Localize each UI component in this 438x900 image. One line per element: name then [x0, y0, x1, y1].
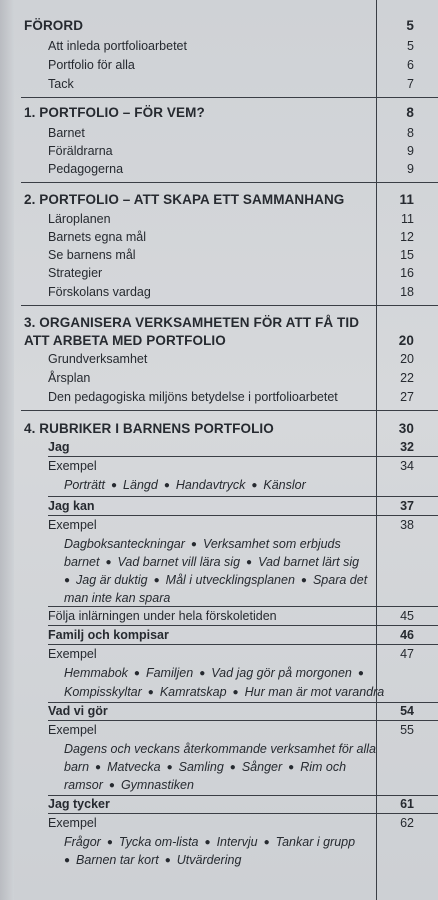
- toc-heading-chapter-3-line-1: [0, 314, 438, 332]
- page-number: 9: [407, 144, 414, 158]
- bullet-icon: ●: [64, 575, 71, 586]
- page-number: 47: [400, 647, 414, 661]
- bullet-icon: ●: [232, 687, 239, 698]
- bullet-icon: ●: [95, 762, 102, 773]
- page-number: 54: [400, 704, 414, 718]
- toc-exempel: [0, 721, 438, 739]
- example-item: man inte kan spara: [64, 591, 171, 605]
- page-number: 20: [398, 333, 414, 348]
- page-number: 15: [400, 248, 414, 262]
- example-list: [64, 833, 355, 852]
- toc-entry-folja: [0, 607, 438, 625]
- toc-entry: [0, 160, 438, 178]
- example-item: Barnen tar kort: [76, 853, 159, 867]
- bullet-icon: ●: [288, 762, 295, 773]
- bullet-icon: ●: [229, 762, 236, 773]
- page-number: 27: [400, 390, 414, 404]
- example-line: [0, 664, 438, 682]
- bullet-icon: ●: [147, 687, 154, 698]
- toc-subheading-vad-vi-gor: [0, 702, 438, 720]
- entry-label: Följa inlärningen under hela förskoletiden: [48, 609, 277, 623]
- page-number: 7: [407, 77, 414, 91]
- example-item: Känslor: [263, 478, 306, 492]
- bullet-icon: ●: [111, 480, 118, 491]
- page-number: 34: [400, 459, 414, 473]
- example-list: [64, 683, 384, 702]
- example-line: [0, 535, 438, 553]
- bullet-icon: ●: [357, 668, 364, 679]
- example-item: Intervju: [216, 835, 258, 849]
- subheading-label: Jag tycker: [48, 797, 110, 811]
- entry-label: Föräldrarna: [48, 144, 113, 158]
- example-item: ramsor: [64, 778, 103, 792]
- example-list: [64, 571, 367, 590]
- page-number: 5: [406, 18, 414, 33]
- entry-label: Att inleda portfolioarbetet: [48, 39, 187, 53]
- toc-exempel: [0, 457, 438, 475]
- toc-entry: [0, 246, 438, 264]
- toc-subheading-familj: [0, 626, 438, 644]
- example-item: Gymnastiken: [120, 778, 194, 792]
- entry-label: Förskolans vardag: [48, 285, 151, 299]
- example-item: Vad jag gör på morgonen: [211, 666, 352, 680]
- toc-entry: [0, 142, 438, 160]
- entry-label: Pedagogerna: [48, 162, 124, 176]
- example-item: Spara det: [312, 573, 368, 587]
- entry-label: Se barnens mål: [48, 248, 136, 262]
- page-number: 38: [400, 518, 414, 532]
- bullet-icon: ●: [105, 557, 112, 568]
- heading-title: 1. PORTFOLIO – FÖR VEM?: [24, 105, 205, 120]
- toc-entry: [0, 228, 438, 246]
- toc-exempel: [0, 814, 438, 832]
- page-number: 32: [400, 440, 414, 454]
- example-item: Dagens och veckans återkommande verksamhet för alla: [64, 742, 376, 756]
- toc-entry: [0, 283, 438, 301]
- example-list: [64, 776, 194, 795]
- page-number: 9: [407, 162, 414, 176]
- example-item: Jag är duktig: [76, 573, 148, 587]
- heading-title: 3. ORGANISERA VERKSAMHETEN FÖR ATT FÅ TID: [24, 315, 360, 330]
- entry-label: Grundverksamhet: [48, 352, 148, 366]
- example-item: Frågor: [64, 835, 101, 849]
- example-item: Vad barnet lärt sig: [258, 555, 360, 569]
- example-list: [64, 758, 346, 777]
- example-line: [0, 851, 438, 869]
- toc-subheading-jag-tycker: [0, 795, 438, 813]
- example-line: [0, 571, 438, 589]
- example-item: Rim och: [300, 760, 347, 774]
- page-number: 11: [401, 212, 414, 226]
- bullet-icon: ●: [204, 837, 211, 848]
- example-line: [0, 833, 438, 851]
- section-divider: [21, 97, 438, 98]
- heading-title: 4. RUBRIKER I BARNENS PORTFOLIO: [24, 421, 274, 436]
- page-number: 30: [398, 421, 414, 436]
- example-item: Vad barnet vill lära sig: [117, 555, 241, 569]
- entry-label: Läroplanen: [48, 212, 111, 226]
- example-item: Familjen: [145, 666, 194, 680]
- bullet-icon: ●: [163, 480, 170, 491]
- toc-entry: [0, 75, 438, 93]
- example-item: Mål i utvecklingsplanen: [165, 573, 295, 587]
- example-item: Porträtt: [64, 478, 105, 492]
- toc-entry: [0, 124, 438, 142]
- example-line: [0, 589, 438, 607]
- page-number: 11: [399, 192, 414, 207]
- page-number: 55: [400, 723, 414, 737]
- example-line: [0, 553, 438, 571]
- exempel-label: Exempel: [48, 459, 97, 473]
- section-divider: [21, 410, 438, 411]
- bullet-icon: ●: [106, 837, 113, 848]
- section-divider: [21, 182, 438, 183]
- toc-subheading-jag-kan: [0, 497, 438, 515]
- example-item: Längd: [123, 478, 158, 492]
- example-line: [0, 683, 438, 701]
- bullet-icon: ●: [153, 575, 160, 586]
- example-item: Matvecka: [107, 760, 161, 774]
- toc-entry: [0, 37, 438, 55]
- toc-entry: [0, 388, 438, 406]
- toc-subheading-jag: [0, 438, 438, 456]
- page-number: 22: [400, 371, 414, 385]
- page-number: 16: [400, 266, 414, 280]
- example-item: Utvärdering: [176, 853, 242, 867]
- example-item: Dagboksanteckningar: [64, 537, 185, 551]
- example-item: Handavtryck: [175, 478, 246, 492]
- example-item: Kamratskap: [159, 685, 227, 699]
- example-list: [64, 553, 359, 572]
- toc-heading-chapter-3-line-2: [0, 332, 438, 350]
- exempel-label: Exempel: [48, 647, 97, 661]
- toc-heading-chapter-4: [0, 420, 438, 438]
- example-line: [0, 476, 438, 494]
- page-number: 5: [407, 39, 414, 53]
- subheading-label: Familj och kompisar: [48, 628, 169, 642]
- page-number: 62: [400, 816, 414, 830]
- toc-entry: [0, 56, 438, 74]
- entry-label: Strategier: [48, 266, 103, 280]
- example-item: barnet: [64, 555, 100, 569]
- page-number: 8: [406, 105, 414, 120]
- bullet-icon: ●: [133, 668, 140, 679]
- toc-entry: [0, 264, 438, 282]
- page-number: 8: [407, 126, 414, 140]
- exempel-label: Exempel: [48, 518, 97, 532]
- example-list: [64, 476, 306, 495]
- subheading-label: Jag: [48, 440, 70, 454]
- page-number: 20: [400, 352, 414, 366]
- bullet-icon: ●: [166, 762, 173, 773]
- example-item: Samling: [178, 760, 224, 774]
- page-number: 6: [407, 58, 414, 72]
- entry-label: Barnet: [48, 126, 85, 140]
- subheading-label: Jag kan: [48, 499, 95, 513]
- page-number: 46: [400, 628, 414, 642]
- bullet-icon: ●: [164, 855, 171, 866]
- example-item: Hemmabok: [64, 666, 128, 680]
- heading-title: ATT ARBETA MED PORTFOLIO: [24, 333, 226, 348]
- example-item: Tycka om-lista: [118, 835, 199, 849]
- toc-exempel: [0, 645, 438, 663]
- example-list: [64, 851, 241, 870]
- toc-entry: [0, 210, 438, 228]
- example-item: Kompisskyltar: [64, 685, 142, 699]
- section-divider: [21, 305, 438, 306]
- bullet-icon: ●: [199, 668, 206, 679]
- toc-heading-chapter-1: [0, 104, 438, 122]
- toc-heading-chapter-2: [0, 191, 438, 209]
- bullet-icon: ●: [251, 480, 258, 491]
- example-item: Sånger: [241, 760, 283, 774]
- page-number: 45: [400, 609, 414, 623]
- toc-exempel: [0, 516, 438, 534]
- bullet-icon: ●: [263, 837, 270, 848]
- example-line: [0, 776, 438, 794]
- page-number: 61: [400, 797, 414, 811]
- example-list: [64, 535, 341, 554]
- page-number: 18: [400, 285, 414, 299]
- bullet-icon: ●: [300, 575, 307, 586]
- entry-label: Tack: [48, 77, 74, 91]
- exempel-label: Exempel: [48, 816, 97, 830]
- subheading-label: Vad vi gör: [48, 704, 108, 718]
- page-number: 37: [400, 499, 414, 513]
- example-list: [64, 664, 370, 683]
- example-item: Hur man är mot varandra: [244, 685, 385, 699]
- bullet-icon: ●: [246, 557, 253, 568]
- example-item: Tankar i grupp: [275, 835, 356, 849]
- entry-label: Årsplan: [48, 371, 91, 385]
- toc-heading-forord: [0, 17, 438, 35]
- example-line: [0, 740, 438, 758]
- heading-title: 2. PORTFOLIO – ATT SKAPA ETT SAMMANHANG: [24, 192, 345, 207]
- bullet-icon: ●: [64, 855, 71, 866]
- entry-label: Den pedagogiska miljöns betydelse i portfolioarbetet: [48, 390, 338, 404]
- entry-label: Portfolio för alla: [48, 58, 135, 72]
- entry-label: Barnets egna mål: [48, 230, 146, 244]
- heading-title: FÖRORD: [24, 18, 84, 33]
- toc-entry: [0, 369, 438, 387]
- exempel-label: Exempel: [48, 723, 97, 737]
- example-item: Verksamhet som erbjuds: [202, 537, 341, 551]
- page-number: 12: [400, 230, 414, 244]
- toc-entry: [0, 350, 438, 368]
- example-item: barn: [64, 760, 90, 774]
- bullet-icon: ●: [190, 539, 197, 550]
- example-line: [0, 758, 438, 776]
- bullet-icon: ●: [108, 780, 115, 791]
